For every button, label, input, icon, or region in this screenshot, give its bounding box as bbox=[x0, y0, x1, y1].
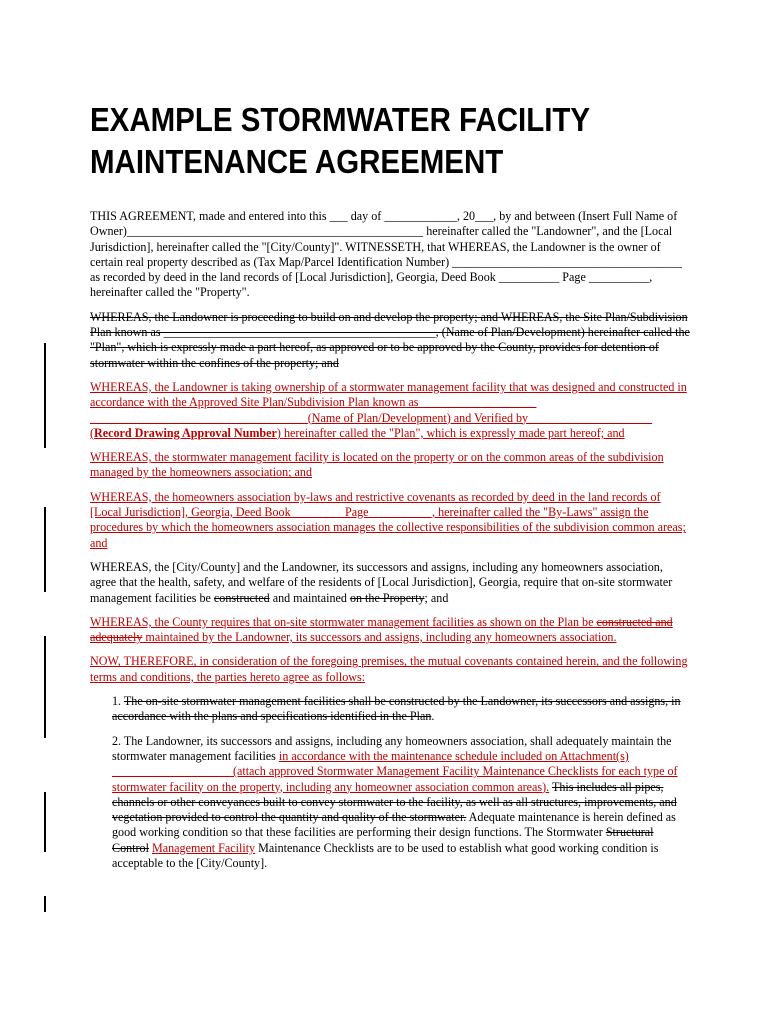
text-run: NOW, THEREFORE, in consideration of the foregoing premises, the mutual covenants contained herein, and the following terms and conditions, the parties hereto agree as follows: bbox=[90, 654, 688, 684]
paragraph bbox=[90, 615, 690, 646]
paragraph bbox=[90, 654, 690, 685]
paragraph bbox=[90, 310, 690, 371]
text-run: on the Property bbox=[349, 590, 425, 605]
text-run: WHEREAS, the County requires that on-site stormwater management facilities as shown on the Plan be bbox=[90, 614, 597, 629]
text-run: Record Drawing Approval Number bbox=[94, 425, 277, 440]
text-run: constructed and adequately bbox=[90, 614, 673, 645]
paragraph-list bbox=[90, 209, 690, 685]
text-run: THIS AGREEMENT, made and entered into this ___ day of ____________, 20___, by and between (Insert Full Name of Owner)_________________________________________________ hereinafter called the "Landowner", and the [Local Jurisdiction], hereinafter called the "[City/County]". WITNESSETH, that WHEREAS, the Landowner is the owner of certain real property described as (Tax Map/Parcel Identification Number) ______________________________________ as recorded by deed in the land records of [Local Jurisdiction], Georgia, Deed Book __________ Page __________, hereinafter called the "Property". bbox=[90, 209, 682, 300]
text-run: WHEREAS, the Landowner is taking ownership of a stormwater management facility that was designed and constructed in accordance with the Approved Site Plan/Subdivision Plan known as ___________________ ____________________________________(Name of Plan/Development) and Verified by ____________________ ( bbox=[90, 379, 687, 440]
paragraph bbox=[90, 560, 690, 606]
text-run: WHEREAS, the [City/County] and the Landowner, its successors and assigns, including any homeowners association, agree that the health, safety, and welfare of the residents of [Local Jurisdiction], Georgia, require that on-site stormwater management facilities be bbox=[90, 559, 673, 605]
text-run: . bbox=[431, 709, 435, 724]
title-line-1: EXAMPLE STORMWATER FACILITY bbox=[90, 102, 591, 139]
paragraph bbox=[90, 209, 690, 301]
text-run: The on-site stormwater management facilities shall be constructed by the Landowner, its successors and assigns, in accordance with the plans and specifications identified in the Plan bbox=[112, 694, 681, 724]
text-run: Adequate maintenance is herein defined as good working condition so that these facilities are performing their design functions. The Stormwater bbox=[112, 810, 676, 840]
text-run: maintained by the Landowner, its successors and assigns, including any homeowners association. bbox=[142, 630, 617, 645]
text-run: constructed bbox=[213, 590, 270, 605]
paragraph bbox=[90, 490, 690, 551]
text-run: Management Facility bbox=[152, 840, 256, 855]
list-item bbox=[112, 694, 690, 725]
list-item bbox=[112, 734, 690, 872]
change-bar bbox=[44, 507, 46, 592]
change-bar bbox=[44, 343, 46, 448]
text-run: 1. bbox=[112, 694, 124, 709]
text-run: in accordance with the maintenance schedule included on Attachment(s) ____________________(attach approved Stormwater Management Facility Maintenance Checklists for each type of stormwater facility on the property, including any homeowner association common areas). bbox=[112, 748, 678, 794]
text-run: WHEREAS, the Landowner is proceeding to build on and develop the property; and WHEREAS, the Site Plan/Subdivision Plan known as _____________________________________________, (Name of Plan/Development) hereinafter called the "Plan", which is expressly made a part hereof, as approved or to be approved by the County, provides for detention of stormwater within the confines of the property; and bbox=[90, 309, 690, 370]
change-bar bbox=[44, 636, 46, 738]
text-run: WHEREAS, the stormwater management facility is located on the property or on the common areas of the subdivision managed by the homeowners association; and bbox=[90, 450, 664, 480]
document-body bbox=[90, 209, 690, 880]
text-run: 2. The Landowner, its successors and assigns, including any homeowners association, shall adequately maintain the stormwater management facilities bbox=[112, 733, 672, 763]
text-run: ; and bbox=[424, 590, 449, 605]
title-line-2: MAINTENANCE AGREEMENT bbox=[90, 144, 504, 181]
change-bar bbox=[44, 896, 46, 912]
text-run: This includes all pipes, channels or other conveyances built to convey stormwater to the facility, as well as all structures, improvements, and vegetation provided to control the quantity and quality of the stormwater. bbox=[112, 779, 677, 825]
text-run: ) hereinafter called the "Plan", which is expressly made part hereof; and bbox=[276, 425, 625, 440]
text-run: WHEREAS, the homeowners association by-laws and restrictive covenants as recorded by deed in the land records of [Local Jurisdiction], Georgia, Deed Book ________ Page __________, hereinafter called the "By-Laws" assign the procedures by which the homeowners association manages the collective responsibilities of the subdivision common areas; and bbox=[90, 489, 686, 550]
document-title bbox=[90, 100, 636, 184]
numbered-list bbox=[90, 694, 690, 871]
paragraph bbox=[90, 450, 690, 481]
text-run: Maintenance Checklists are to be used to establish what good working condition is acceptable to the [City/County]. bbox=[112, 840, 659, 870]
paragraph bbox=[90, 380, 690, 441]
text-run: Structural Control bbox=[112, 825, 654, 855]
text-run: and maintained bbox=[269, 590, 350, 605]
change-bar bbox=[44, 792, 46, 852]
